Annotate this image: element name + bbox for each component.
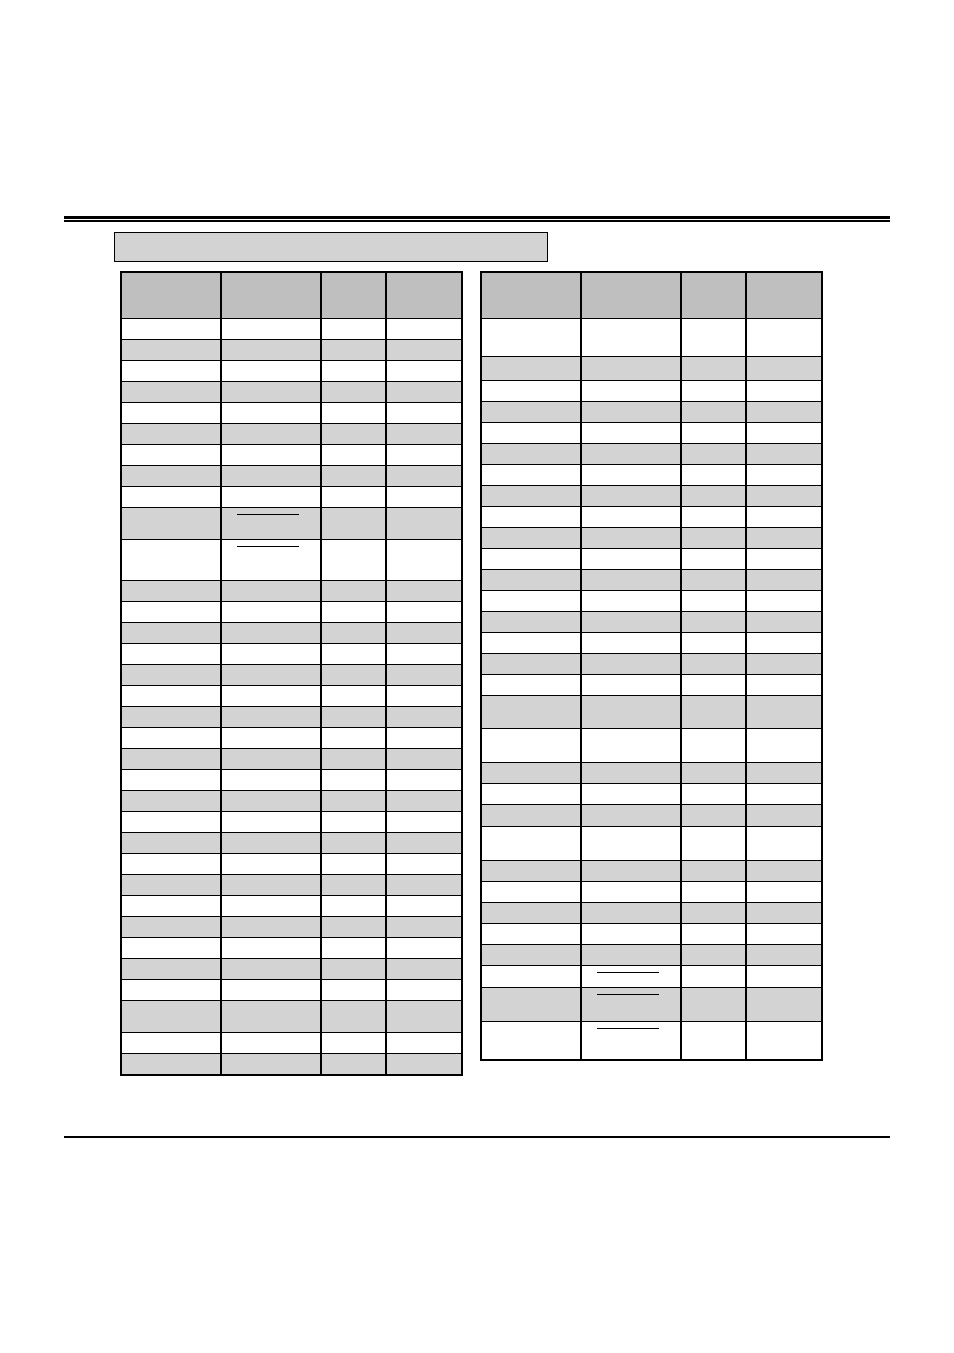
table-row	[122, 318, 461, 339]
table-row	[122, 706, 461, 727]
table-row	[482, 762, 821, 783]
row-divider	[122, 1000, 461, 1001]
table-row	[482, 485, 821, 506]
row-divider	[482, 860, 821, 861]
row-divider	[122, 790, 461, 791]
column-divider	[745, 273, 747, 1059]
column-divider	[680, 273, 682, 1059]
row-divider	[122, 486, 461, 487]
row-divider	[122, 601, 461, 602]
table-row	[482, 548, 821, 569]
table-row	[482, 611, 821, 632]
table-row	[482, 695, 821, 728]
row-divider	[122, 916, 461, 917]
row-divider	[482, 632, 821, 633]
table-row	[122, 748, 461, 769]
section-title-bar	[114, 232, 548, 262]
table-row	[482, 674, 821, 695]
bottom-rule	[64, 1136, 890, 1138]
table-row	[122, 790, 461, 811]
row-divider	[482, 527, 821, 528]
row-divider	[122, 769, 461, 770]
table-row	[482, 965, 821, 987]
row-divider	[122, 727, 461, 728]
table-row	[482, 987, 821, 1021]
row-divider	[122, 874, 461, 875]
row-divider	[122, 937, 461, 938]
row-divider	[122, 402, 461, 403]
row-divider	[482, 464, 821, 465]
row-divider	[482, 422, 821, 423]
overline-mark	[597, 972, 659, 973]
row-divider	[122, 580, 461, 581]
row-divider	[122, 958, 461, 959]
row-divider	[122, 832, 461, 833]
table-row	[122, 853, 461, 874]
overline-mark	[237, 514, 299, 515]
table-header-row	[482, 273, 821, 318]
row-divider	[122, 685, 461, 686]
overline-mark	[597, 1028, 659, 1029]
table-row	[122, 507, 461, 539]
table-row	[482, 653, 821, 674]
table-row	[122, 832, 461, 853]
table-row	[482, 804, 821, 826]
row-divider	[122, 539, 461, 540]
row-divider	[122, 1032, 461, 1033]
row-divider	[482, 485, 821, 486]
table-row	[482, 944, 821, 965]
table-row	[122, 465, 461, 486]
row-divider	[122, 979, 461, 980]
table-row	[482, 632, 821, 653]
row-divider	[482, 804, 821, 805]
row-divider	[482, 762, 821, 763]
table-row	[482, 356, 821, 380]
row-divider	[482, 318, 821, 319]
row-divider	[122, 643, 461, 644]
table-row	[122, 979, 461, 1000]
top-rule-lower	[64, 220, 890, 222]
table-row	[122, 685, 461, 706]
table-row	[482, 401, 821, 422]
table-row	[122, 727, 461, 748]
table-row	[122, 811, 461, 832]
row-divider	[482, 987, 821, 988]
row-divider	[122, 444, 461, 445]
table-row	[122, 580, 461, 601]
table-row	[122, 601, 461, 622]
table-row	[482, 527, 821, 548]
table-row	[482, 506, 821, 527]
row-divider	[122, 381, 461, 382]
row-divider	[482, 1021, 821, 1022]
row-divider	[482, 356, 821, 357]
row-divider	[122, 465, 461, 466]
table-row	[122, 360, 461, 381]
table-row	[482, 860, 821, 881]
row-divider	[482, 728, 821, 729]
row-divider	[122, 895, 461, 896]
table-row	[122, 423, 461, 444]
row-divider	[122, 1053, 461, 1054]
right-table	[480, 271, 823, 1061]
table-row	[122, 402, 461, 423]
table-row	[482, 590, 821, 611]
row-divider	[122, 706, 461, 707]
row-divider	[482, 443, 821, 444]
table-row	[122, 444, 461, 465]
row-divider	[482, 506, 821, 507]
overline-mark	[237, 546, 299, 547]
column-divider	[220, 273, 222, 1074]
table-row	[482, 569, 821, 590]
row-divider	[482, 826, 821, 827]
table-row	[482, 783, 821, 804]
column-divider	[385, 273, 387, 1074]
table-row	[122, 895, 461, 916]
table-row	[482, 923, 821, 944]
table-row	[122, 958, 461, 979]
row-divider	[122, 853, 461, 854]
table-header-row	[122, 273, 461, 318]
column-divider	[580, 273, 582, 1059]
table-row	[482, 881, 821, 902]
table-row	[122, 1053, 461, 1074]
table-row	[482, 728, 821, 762]
table-row	[122, 622, 461, 643]
row-divider	[482, 674, 821, 675]
row-divider	[482, 783, 821, 784]
table-row	[122, 381, 461, 402]
row-divider	[482, 902, 821, 903]
table-row	[482, 1021, 821, 1059]
table-row	[122, 486, 461, 507]
row-divider	[482, 548, 821, 549]
table-row	[122, 916, 461, 937]
row-divider	[482, 944, 821, 945]
row-divider	[482, 881, 821, 882]
overline-mark	[597, 994, 659, 995]
row-divider	[122, 664, 461, 665]
table-row	[122, 874, 461, 895]
row-divider	[482, 380, 821, 381]
row-divider	[482, 923, 821, 924]
table-row	[122, 1000, 461, 1032]
row-divider	[122, 360, 461, 361]
column-divider	[320, 273, 322, 1074]
row-divider	[122, 811, 461, 812]
row-divider	[122, 423, 461, 424]
table-row	[482, 902, 821, 923]
table-row	[122, 1032, 461, 1053]
row-divider	[482, 401, 821, 402]
table-row	[482, 826, 821, 860]
row-divider	[482, 590, 821, 591]
table-row	[482, 443, 821, 464]
table-row	[122, 339, 461, 360]
table-row	[122, 937, 461, 958]
row-divider	[122, 507, 461, 508]
table-row	[122, 664, 461, 685]
row-divider	[482, 569, 821, 570]
row-divider	[122, 622, 461, 623]
table-row	[482, 318, 821, 356]
table-row	[482, 380, 821, 401]
top-rule-upper	[64, 216, 890, 219]
left-table	[120, 271, 463, 1076]
row-divider	[482, 611, 821, 612]
row-divider	[122, 339, 461, 340]
table-row	[122, 769, 461, 790]
table-row	[482, 422, 821, 443]
row-divider	[122, 318, 461, 319]
table-row	[482, 464, 821, 485]
row-divider	[482, 965, 821, 966]
row-divider	[482, 653, 821, 654]
row-divider	[482, 695, 821, 696]
table-row	[122, 643, 461, 664]
row-divider	[122, 748, 461, 749]
